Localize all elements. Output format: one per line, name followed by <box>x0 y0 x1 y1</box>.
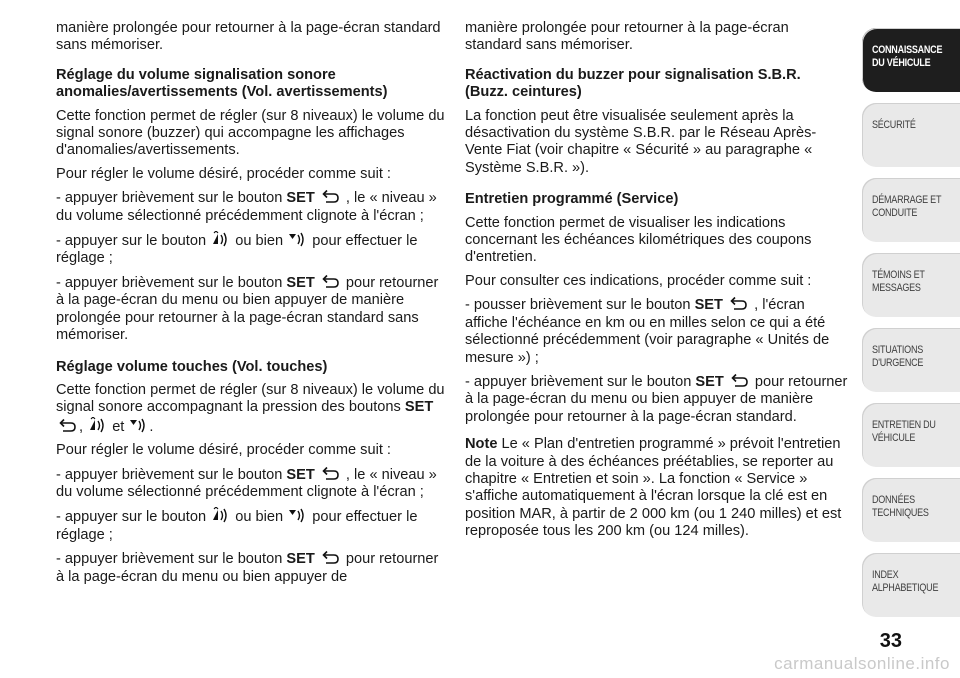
paragraph: manière prolongée pour retourner à la page-écran standard sans mémoriser. <box>56 20 441 54</box>
paragraph: - pousser brièvement sur le bouton SET , l'écran affiche l'échéance en km ou en milles selon ce qui a été sélectionné précédemment (voir paragraphe « Unités de mesure ») ; <box>465 297 830 366</box>
paragraph: - appuyer sur le bouton ou bien pour effectuer le réglage ; <box>56 233 418 267</box>
return-arrow-icon <box>729 296 748 311</box>
return-arrow-icon <box>730 373 749 388</box>
section-heading: Réglage du volume signalisation sonore anomalies/avertissements (Vol. avertissements) <box>56 66 388 101</box>
chapter-tabs <box>862 28 960 628</box>
volume-down-icon <box>289 507 306 523</box>
page-number: 33 <box>879 630 902 652</box>
set-button-label: SET <box>286 466 315 483</box>
tab-entretien-du-vehicule[interactable]: ENTRETIEN DU VÉHICULE <box>862 403 960 467</box>
set-button-label: SET <box>286 190 315 207</box>
return-arrow-icon <box>321 274 340 289</box>
tab-situations-d-urgence[interactable]: SITUATIONS D'URGENCE <box>862 328 960 392</box>
section-heading: Entretien programmé (Service) <box>465 191 679 208</box>
set-button-label: SET <box>286 551 315 568</box>
paragraph: Pour régler le volume désiré, procéder comme suit : <box>56 165 391 182</box>
volume-up-icon <box>212 231 229 247</box>
paragraph: Pour consulter ces indications, procéder comme suit : <box>465 272 812 289</box>
volume-down-icon <box>289 231 306 247</box>
set-button-label: SET <box>695 373 724 390</box>
paragraph: manière prolongée pour retourner à la page-écran standard sans mémoriser. <box>465 20 789 54</box>
return-arrow-icon <box>58 418 77 433</box>
tab-index-alphabetique[interactable]: INDEX ALPHABETIQUE <box>862 553 960 617</box>
paragraph: - appuyer brièvement sur le bouton SET pour retourner à la page-écran du menu ou bien appuyer de manière prolongée pour retourner à la page-écran standard sans mémoriser. <box>56 274 439 344</box>
paragraph: Pour régler le volume désiré, procéder comme suit : <box>56 442 391 459</box>
paragraph: - appuyer brièvement sur le bouton SET , le « niveau » du volume sélectionné précédemment clignote à l'écran ; <box>56 466 437 500</box>
paragraph: - appuyer sur le bouton ou bien pour effectuer le réglage ; <box>56 509 418 543</box>
paragraph: Cette fonction permet de visualiser les indications concernant les échéances kilométriques des coupons d'entretien. <box>465 214 812 266</box>
note-text: Le « Plan d'entretien programmé » prévoit l'entretien de la voiture à des échéances préétablies, se reporter au chapitre « Entretien et soin ». La fonction « Service » s'affiche automatiquement à l'écran lorsque la clé est en position MAR, à partir de 2 000 km (ou 1 240 milles) et est reproposée tous les 200 km (ou 124 milles). <box>465 436 842 540</box>
set-button-label: SET <box>694 297 723 314</box>
paragraph: - appuyer brièvement sur le bouton SET , le « niveau » du volume sélectionné précédemment clignote à l'écran ; <box>56 190 437 224</box>
note-paragraph <box>465 436 849 540</box>
paragraph: - appuyer brièvement sur le bouton SET pour retourner à la page-écran du menu ou bien appuyer de manière prolongée pour retourner à la page-écran standard. <box>465 373 848 425</box>
volume-up-icon <box>212 507 229 523</box>
volume-down-icon <box>130 417 147 433</box>
section-heading: Réactivation du buzzer pour signalisation S.B.R. (Buzz. ceintures) <box>465 66 801 101</box>
section-heading: Réglage volume touches (Vol. touches) <box>56 358 328 375</box>
paragraph: - appuyer brièvement sur le bouton SET pour retourner à la page-écran du menu ou bien appuyer de <box>56 551 439 585</box>
tab-temoins-et-messages[interactable]: TÉMOINS ET MESSAGES <box>862 253 960 317</box>
set-button-label: SET <box>286 274 315 291</box>
return-arrow-icon <box>321 550 340 565</box>
tab-demarrage-et-conduite[interactable]: DÉMARRAGE ET CONDUITE <box>862 178 960 242</box>
return-arrow-icon <box>321 189 340 204</box>
tab-connaissance-du-vehicule[interactable]: CONNAISSANCE DU VÉHICULE <box>862 28 960 92</box>
watermark: carmanualsonline.info <box>774 654 950 673</box>
paragraph: Cette fonction permet de régler (sur 8 niveaux) le volume du signal sonore accompagnant la pression des boutons SET , et . <box>56 381 445 435</box>
return-arrow-icon <box>321 466 340 481</box>
note-label: Note <box>465 436 498 453</box>
left-column <box>56 20 446 592</box>
paragraph: Cette fonction permet de régler (sur 8 niveaux) le volume du signal sonore (buzzer) qui accompagne les affichages d'anomalies/avertissements. <box>56 107 445 159</box>
set-button-label: SET <box>404 399 434 416</box>
volume-up-icon <box>89 417 106 433</box>
tab-securite[interactable]: SÉCURITÉ <box>862 103 960 167</box>
right-column <box>465 20 849 547</box>
paragraph: La fonction peut être visualisée seulement après la désactivation du système S.B.R. par le Réseau Après-Vente Fiat (voir chapitre « Sécurité » au paragraphe « Système S.B.R. »). <box>465 107 817 176</box>
tab-donnees-techniques[interactable]: DONNÉES TECHNIQUES <box>862 478 960 542</box>
